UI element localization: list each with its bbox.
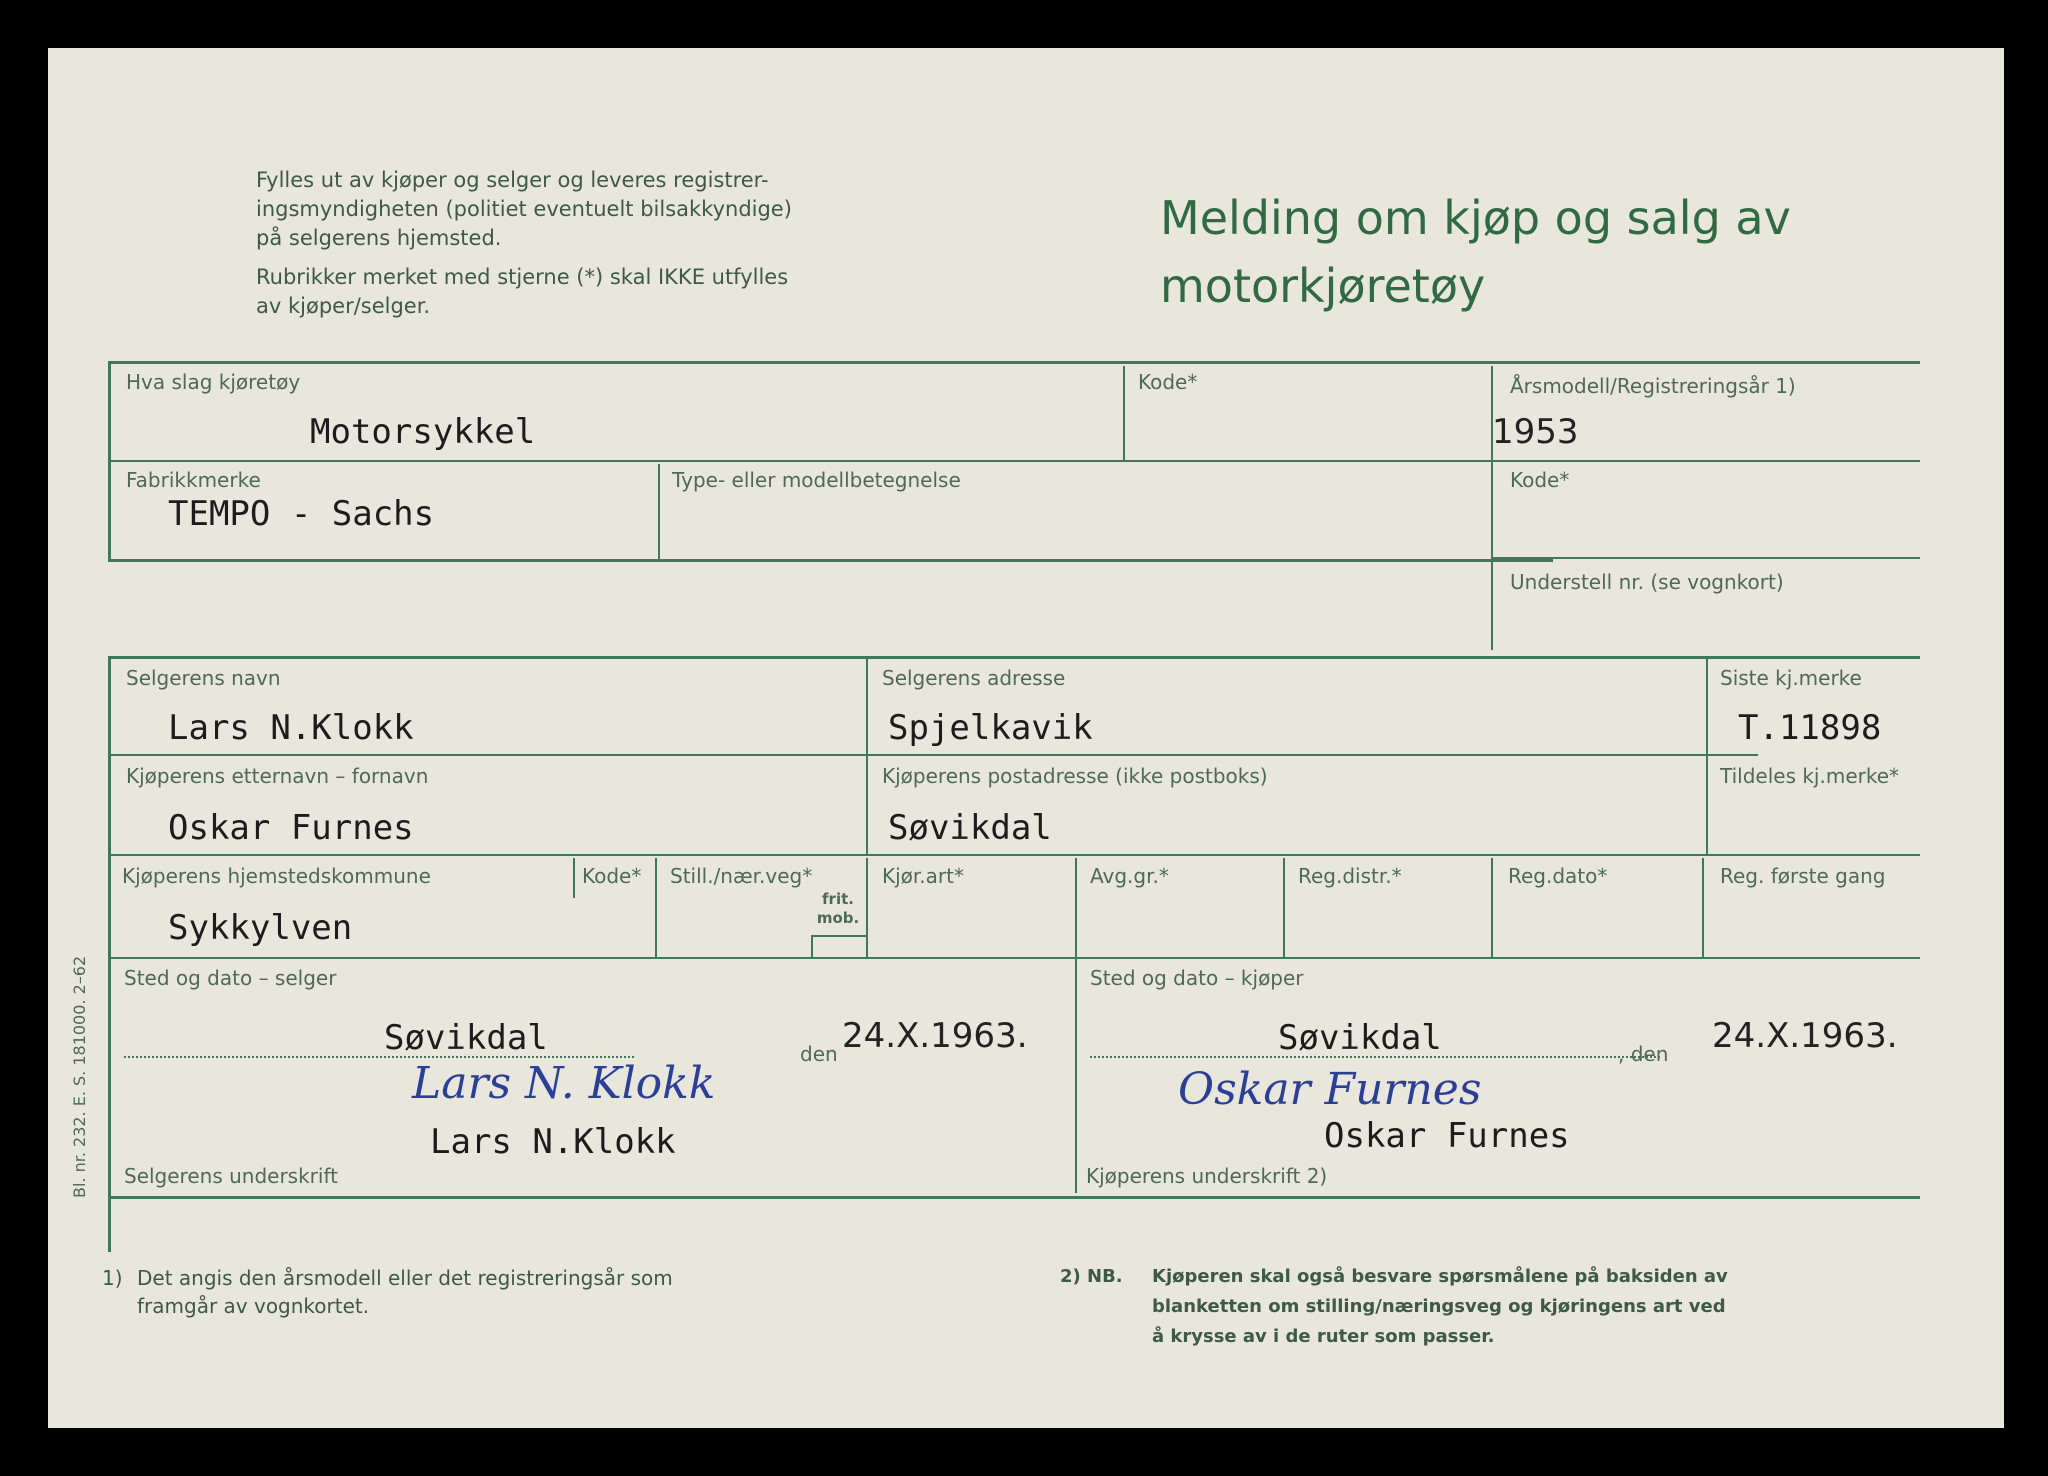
tax-group-label: Avg.gr.* [1090,864,1169,888]
free-label: frit. [822,890,854,908]
municipality-code-label: Kode* [582,864,642,888]
seller-name-label: Selgerens navn [126,666,281,690]
footnote-2-marker: 2) NB. [1060,1266,1123,1287]
buyer-signature-label: Kjøperens underskrift 2) [1086,1164,1328,1188]
reg-district-label: Reg.distr.* [1298,864,1402,888]
row-divider [108,957,1920,959]
footnote-line: framgår av vognkortet. [137,1294,370,1318]
row-divider [108,854,1920,856]
instruction-line: på selgerens hjemsted. [256,226,502,250]
box-border [108,656,111,1252]
model-label: Type- eller modellbetegnelse [672,468,961,492]
den-label: den [800,1042,838,1066]
make-value: TEMPO - Sachs [168,494,435,534]
form-number-side-text: Bl. nr. 232. E. S. 181000. 2–62 [70,955,89,1198]
first-reg-label: Reg. første gang [1720,864,1886,888]
buyer-address-label: Kjøperens postadresse (ikke postboks) [882,764,1268,788]
col-divider [1491,858,1493,957]
buyer-signature: Oskar Furnes [1178,1064,1482,1115]
box-border [108,361,1920,364]
box-border [108,559,1553,562]
code-label: Kode* [1138,370,1198,394]
seller-date-value: 24.X.1963. [842,1016,1028,1056]
mob-label: mob. [816,909,860,927]
col-divider [658,464,660,560]
col-divider [1702,858,1704,957]
reg-date-label: Reg.dato* [1508,864,1608,888]
seller-place-value: Søvikdal [384,1018,548,1058]
box-border [108,656,1920,659]
seller-signature-label: Selgerens underskrift [124,1164,338,1188]
title-line: Melding om kjøp og salg av [1160,191,1791,245]
model-year-value: 1953 [1492,412,1579,452]
buyer-name-value: Oskar Furnes [168,808,414,848]
footnote-2 [1152,1262,1728,1352]
instructions [256,166,792,321]
seller-signature-typed: Lars N.Klokk [430,1122,676,1162]
vehicle-type-label: Hva slag kjøretøy [126,370,301,394]
col-divider [573,858,575,898]
buyer-date-value: 24.X.1963. [1712,1016,1898,1056]
box-border [108,1196,1920,1199]
col-divider [1283,858,1285,957]
last-plate-label: Siste kj.merke [1720,666,1862,690]
col-divider [655,858,657,957]
footnote-1 [137,1264,673,1320]
buyer-address-value: Søvikdal [888,808,1052,848]
model-year-label: Årsmodell/Registreringsår 1) [1510,374,1796,398]
row-divider [108,754,1758,756]
assigned-plate-label: Tildeles kj.merke* [1720,764,1900,788]
footnote-line: Kjøperen skal også besvare spørsmålene på baksiden av [1152,1266,1728,1287]
col-divider [1706,659,1708,856]
instruction-line: Fylles ut av kjøper og selger og leveres registrer- [256,168,769,192]
col-divider [1491,366,1493,650]
chassis-label: Understell nr. (se vognkort) [1510,570,1784,594]
col-divider [866,659,868,856]
row-divider [1491,557,1920,559]
seller-address-value: Spjelkavik [888,708,1093,748]
footnote-1-marker: 1) [102,1266,123,1290]
seller-address-label: Selgerens adresse [882,666,1066,690]
instruction-line: ingsmyndigheten (politiet eventuelt bilsakkyndige) [256,197,792,221]
col-divider [866,858,868,957]
buyer-signature-typed: Oskar Furnes [1324,1116,1570,1156]
instruction-line: av kjøper/selger. [256,294,431,318]
code2-label: Kode* [1510,468,1570,492]
footnote-line: blanketten om stilling/næringsveg og kjøringens art ved [1152,1296,1726,1317]
seller-name-value: Lars N.Klokk [168,708,414,748]
free-mob-label [810,890,866,928]
instruction-line: Rubrikker merket med stjerne (*) skal IKKE utfylles [256,265,789,289]
buyer-den-label: , den [1618,1042,1669,1066]
form-sheet [48,48,2004,1428]
checkbox-edge [811,935,866,937]
footnote-line: å krysse av i de ruter som passer. [1152,1326,1495,1347]
seller-signature: Lars N. Klokk [412,1058,716,1109]
title-line: motorkjøretøy [1160,259,1486,313]
col-divider [1123,366,1125,460]
occupation-label: Still./nær.veg* [670,864,813,888]
vehicle-type-value: Motorsykkel [310,412,536,452]
buyer-municipality-value: Sykkylven [168,908,353,948]
form-title [1160,184,1791,320]
buyer-name-label: Kjøperens etternavn – fornavn [126,764,429,788]
checkbox-edge [811,937,813,957]
row-divider [108,460,1920,462]
last-plate-value: T.11898 [1738,708,1882,748]
driving-type-label: Kjør.art* [882,864,964,888]
buyer-place-value: Søvikdal [1278,1018,1442,1058]
buyer-place-label: Sted og dato – kjøper [1090,966,1304,990]
footnote-line: Det angis den årsmodell eller det registreringsår som [137,1266,673,1290]
seller-place-label: Sted og dato – selger [124,966,337,990]
col-divider [1075,858,1077,1193]
make-label: Fabrikkmerke [126,468,261,492]
buyer-municipality-label: Kjøperens hjemstedskommune [122,864,431,888]
